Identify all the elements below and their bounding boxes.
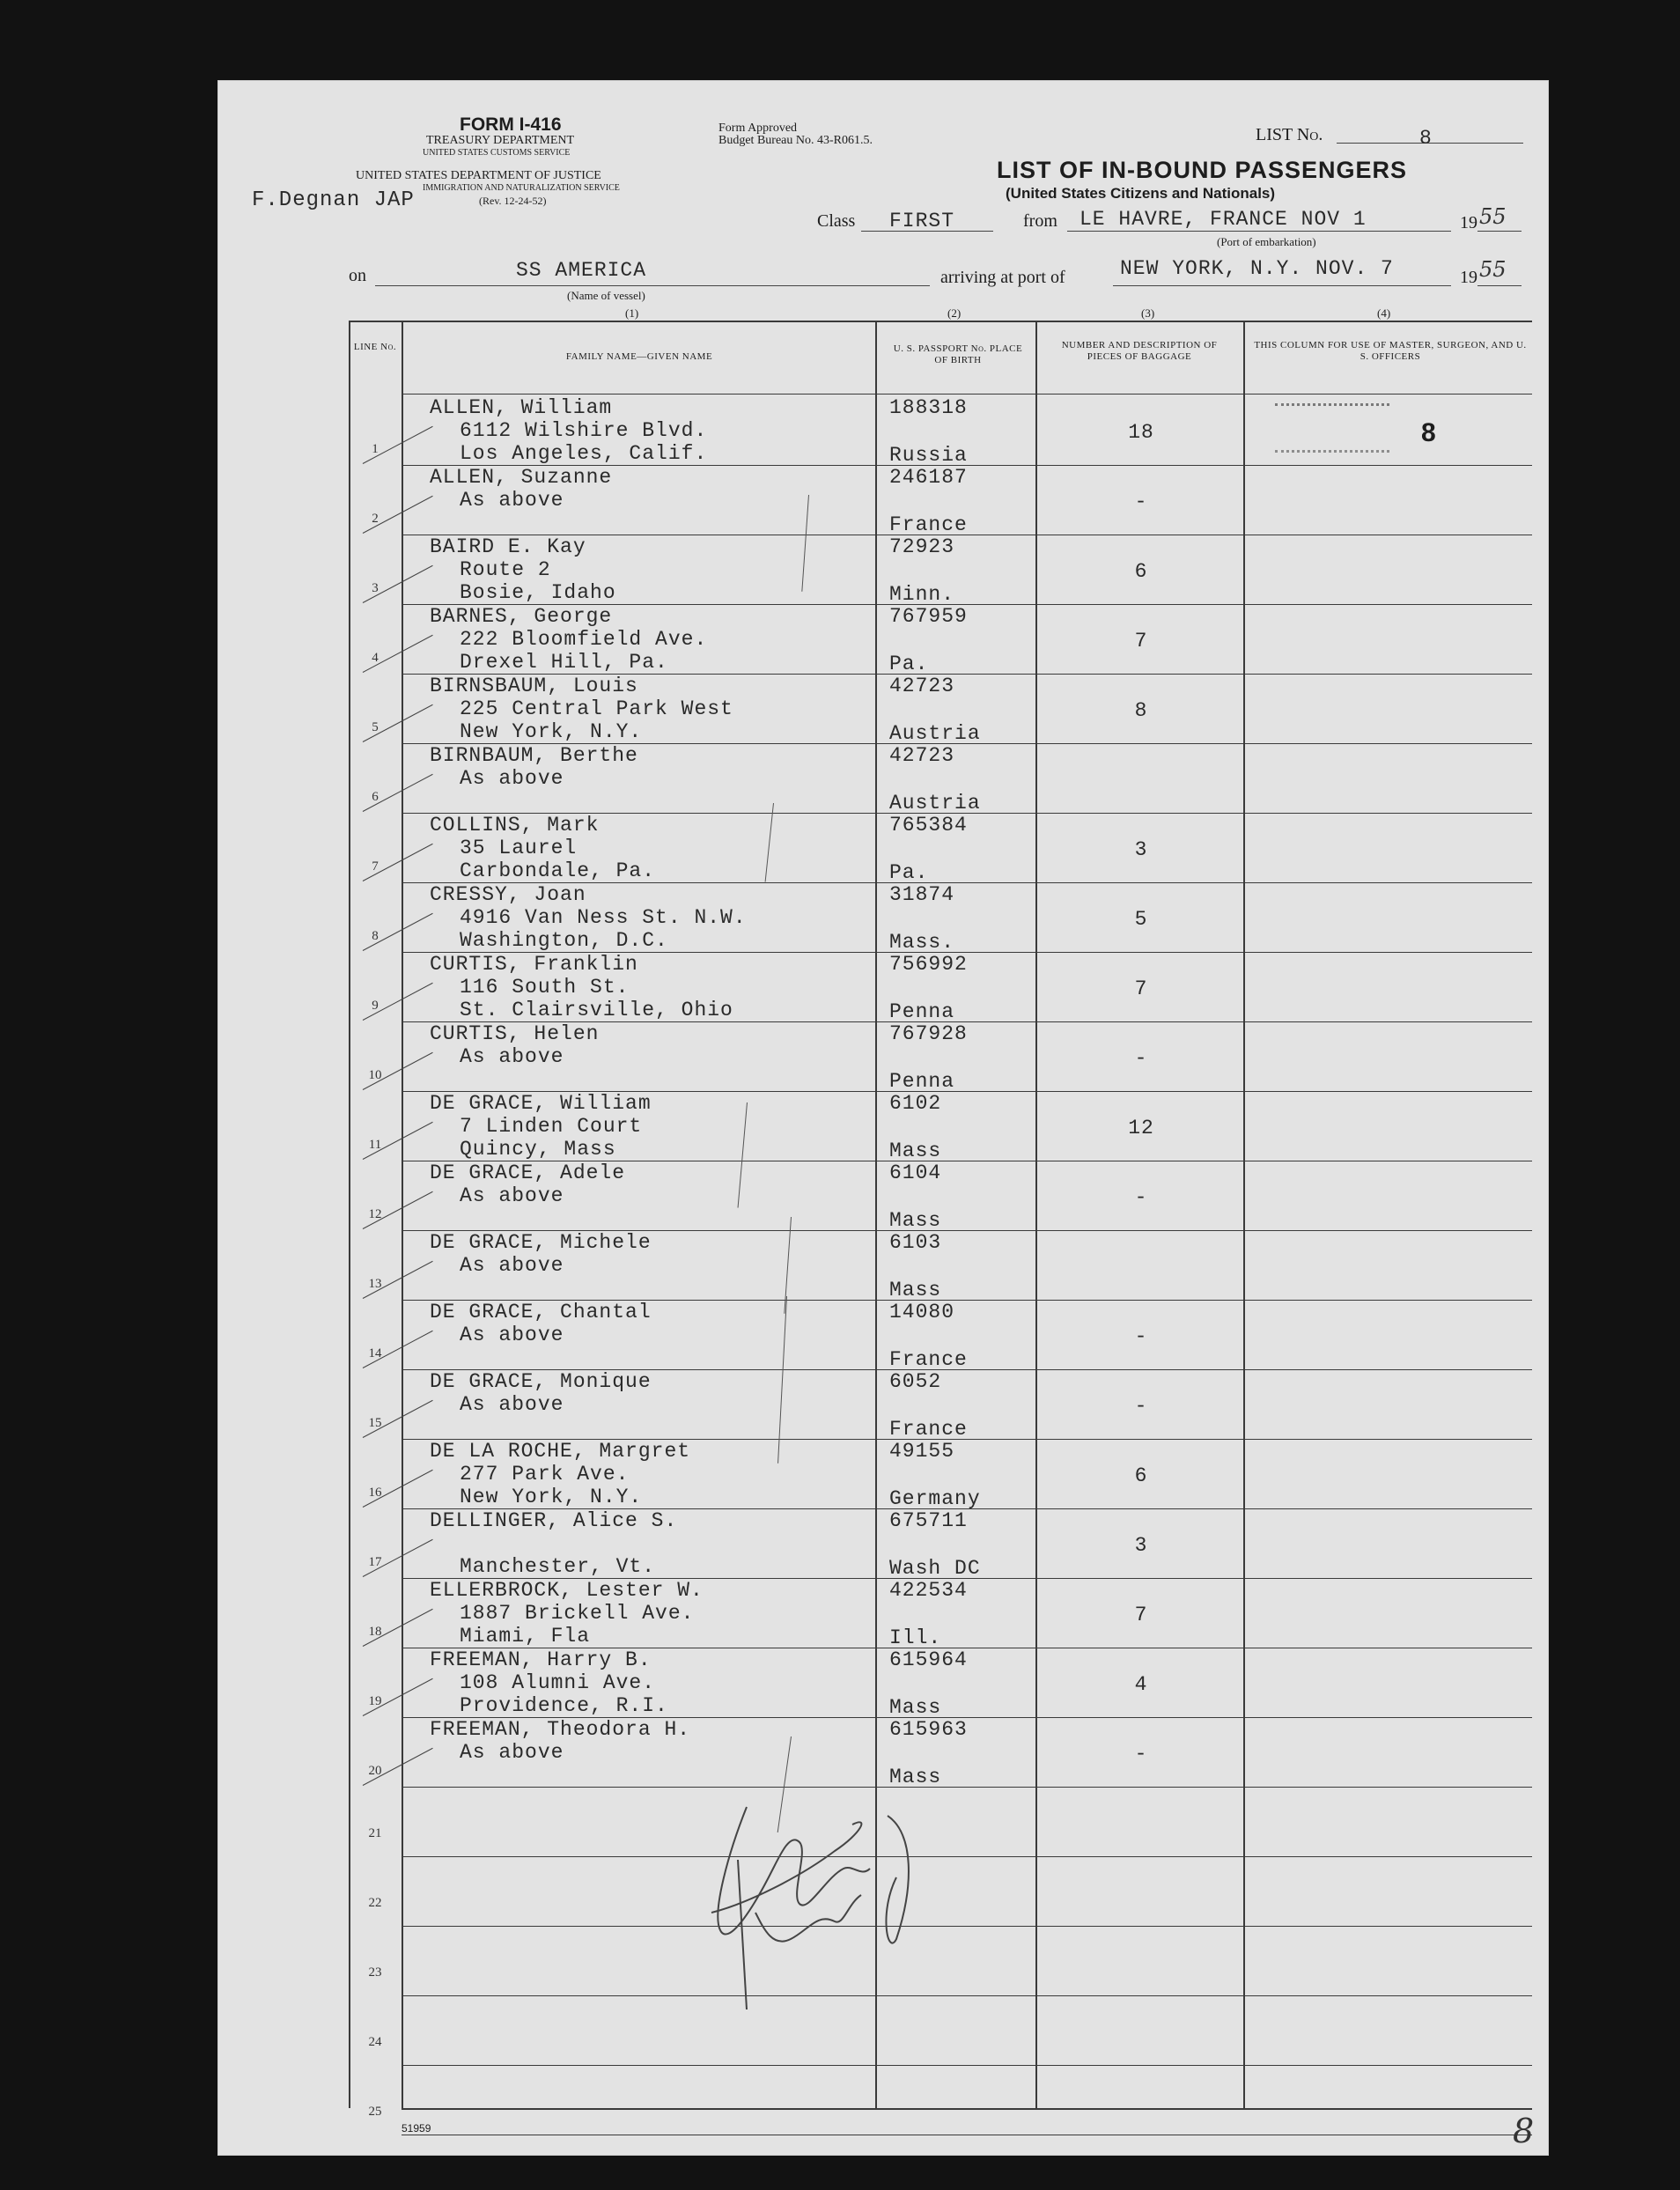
- baggage-count: 5: [1134, 908, 1148, 931]
- from-underline: [1067, 231, 1451, 232]
- address-line-1: 7 Linden Court: [460, 1115, 643, 1138]
- arrival-year-underline: [1477, 285, 1522, 286]
- passport-cell: [889, 953, 1030, 1022]
- table-row: [430, 466, 870, 535]
- table-row: [430, 605, 870, 675]
- baggage-cell: [1088, 675, 1194, 744]
- address-line-2: Miami, Fla: [460, 1625, 591, 1648]
- passport-cell: [889, 1440, 1030, 1509]
- col-num-4: (4): [1377, 306, 1391, 320]
- passport-number: 246187: [889, 466, 968, 489]
- address-line-1: 222 Bloomfield Ave.: [460, 628, 708, 651]
- passport-cell: [889, 1370, 1030, 1440]
- baggage-count: -: [1134, 1743, 1148, 1766]
- baggage-cell: [1088, 1092, 1194, 1161]
- passport-number: 615964: [889, 1648, 968, 1671]
- address-line-1: 4916 Van Ness St. N.W.: [460, 906, 747, 929]
- line-number: 13: [368, 1277, 382, 1291]
- baggage-count: 3: [1134, 838, 1148, 861]
- budget-bureau: Budget Bureau No. 43-R061.5.: [718, 134, 873, 147]
- passport-cell: [889, 1022, 1030, 1092]
- passport-cell: [889, 1509, 1030, 1579]
- baggage-count: 7: [1134, 630, 1148, 653]
- arriving-label: arriving at port of: [940, 268, 1065, 287]
- baggage-count: 12: [1128, 1117, 1154, 1139]
- col-num-3: (3): [1141, 306, 1155, 320]
- place-of-birth: Ill.: [889, 1626, 942, 1649]
- place-of-birth: Mass: [889, 1696, 942, 1719]
- address-line-1: As above: [460, 1324, 564, 1346]
- address-line-1: 108 Alumni Ave.: [460, 1671, 656, 1694]
- place-of-birth: Mass.: [889, 931, 955, 954]
- passport-cell: [889, 744, 1030, 814]
- address-line-1: As above: [460, 767, 564, 790]
- table-row: [430, 1579, 870, 1648]
- passport-cell: [889, 466, 1030, 535]
- baggage-count: 4: [1134, 1673, 1148, 1696]
- passenger-name: DE GRACE, Monique: [430, 1370, 652, 1393]
- address-line-1: As above: [460, 1393, 564, 1416]
- passenger-name: BIRNBAUM, Berthe: [430, 744, 638, 767]
- line-number: 2: [372, 512, 379, 526]
- arrival-year-prefix: 19: [1460, 268, 1477, 287]
- address-line-1: As above: [460, 1045, 564, 1068]
- officers-col-divider: [1243, 321, 1245, 2108]
- baggage-cell: [1088, 1718, 1194, 1788]
- table-top-border: [349, 321, 1532, 322]
- place-of-birth: Mass: [889, 1209, 942, 1232]
- passport-number: 42723: [889, 675, 955, 697]
- line-number: 16: [368, 1486, 382, 1500]
- line-number: 22: [368, 1896, 382, 1910]
- baggage-cell: [1088, 1509, 1194, 1579]
- passport-cell: [889, 1648, 1030, 1718]
- passport-cell: [889, 1231, 1030, 1301]
- line-number: 20: [368, 1764, 382, 1778]
- passport-number: 756992: [889, 953, 968, 976]
- address-line-1: As above: [460, 1184, 564, 1207]
- passenger-name: DELLINGER, Alice S.: [430, 1509, 678, 1532]
- passenger-name: ALLEN, William: [430, 396, 613, 419]
- passport-number: 6052: [889, 1370, 942, 1393]
- line-number: 3: [372, 581, 379, 595]
- line-number: 5: [372, 720, 379, 734]
- place-of-birth: France: [889, 1418, 968, 1441]
- address-line-1: As above: [460, 1254, 564, 1277]
- line-number: 19: [368, 1694, 382, 1708]
- depart-year-prefix: 19: [1460, 213, 1477, 232]
- line-number: 8: [372, 929, 379, 943]
- baggage-cell: [1088, 605, 1194, 675]
- footer-rule: [402, 2108, 1532, 2110]
- line-col-divider: [402, 321, 403, 2108]
- officer-note: 8: [1421, 418, 1436, 447]
- baggage-count: 8: [1134, 699, 1148, 722]
- arrival-value: NEW YORK, N.Y. NOV. 7: [1120, 257, 1394, 280]
- passenger-name: BIRNSBAUM, Louis: [430, 675, 638, 697]
- port-embarkation-caption: (Port of embarkation): [1217, 235, 1316, 248]
- table-row: [430, 675, 870, 744]
- passenger-name: COLLINS, Mark: [430, 814, 600, 837]
- passport-number: 767928: [889, 1022, 968, 1045]
- table-row: [430, 1022, 870, 1092]
- passenger-name: BARNES, George: [430, 605, 613, 628]
- place-of-birth: Austria: [889, 722, 981, 745]
- col-header-officers: THIS COLUMN FOR USE OF MASTER, SURGEON, AND U. S. OFFICERS: [1254, 340, 1527, 362]
- table-row: [430, 1370, 870, 1440]
- address-line-2: St. Clairsville, Ohio: [460, 999, 733, 1021]
- depart-year-underline: [1477, 231, 1522, 232]
- line-number: 12: [368, 1207, 382, 1221]
- address-line-2: Quincy, Mass: [460, 1138, 616, 1161]
- table-row: [430, 1231, 870, 1301]
- passenger-name: BAIRD E. Kay: [430, 535, 586, 558]
- address-line-2: Los Angeles, Calif.: [460, 442, 708, 465]
- baggage-cell: [1088, 535, 1194, 605]
- address-line-1: 116 South St.: [460, 976, 630, 999]
- line-number: 10: [368, 1068, 382, 1082]
- line-number: 21: [368, 1826, 382, 1840]
- place-of-birth: Russia: [889, 444, 968, 467]
- address-line-2: Bosie, Idaho: [460, 581, 616, 604]
- passport-cell: [889, 396, 1030, 466]
- passport-cell: [889, 883, 1030, 953]
- from-value: LE HAVRE, FRANCE NOV 1: [1079, 208, 1367, 231]
- baggage-count: -: [1134, 490, 1148, 513]
- passenger-name: DE GRACE, William: [430, 1092, 652, 1115]
- col-header-name: FAMILY NAME—GIVEN NAME: [565, 351, 713, 362]
- baggage-cell: [1088, 1579, 1194, 1648]
- baggage-col-divider: [1035, 321, 1037, 2108]
- address-line-1: As above: [460, 1741, 564, 1764]
- passport-number: 42723: [889, 744, 955, 767]
- table-row: [430, 1509, 870, 1579]
- line-number: 11: [368, 1138, 382, 1152]
- place-of-birth: Penna: [889, 1070, 955, 1093]
- address-line-2: Manchester, Vt.: [460, 1555, 656, 1578]
- form-approved: Form Approved: [718, 122, 798, 135]
- baggage-cell: [1088, 883, 1194, 953]
- baggage-cell: [1088, 1301, 1194, 1370]
- passenger-name: ELLERBROCK, Lester W.: [430, 1579, 704, 1602]
- line-number: 9: [372, 999, 379, 1013]
- table-row: [430, 814, 870, 883]
- baggage-cell: [1088, 1022, 1194, 1092]
- baggage-count: 6: [1134, 560, 1148, 583]
- col-num-1: (1): [625, 306, 639, 320]
- depart-year: 55: [1479, 204, 1507, 229]
- table-row: [430, 953, 870, 1022]
- passport-number: 6102: [889, 1092, 942, 1115]
- line-number: 17: [368, 1555, 382, 1569]
- baggage-count: -: [1134, 1325, 1148, 1348]
- table-row: [430, 1440, 870, 1509]
- line-number: 18: [368, 1625, 382, 1639]
- baggage-count: 18: [1128, 421, 1154, 444]
- passenger-name: CURTIS, Helen: [430, 1022, 600, 1045]
- arrival-underline: [1113, 285, 1451, 286]
- officer-initials: F.Degnan JAP: [252, 188, 415, 212]
- line-number: 23: [368, 1965, 382, 1980]
- address-line-2: New York, N.Y.: [460, 720, 643, 743]
- baggage-count: -: [1134, 1395, 1148, 1418]
- passport-number: 6104: [889, 1161, 942, 1184]
- form-number: FORM I-416: [460, 114, 562, 135]
- address-line-1: 277 Park Ave.: [460, 1463, 630, 1486]
- baggage-cell: [1088, 466, 1194, 535]
- line-number: 24: [368, 2035, 382, 2049]
- list-no-value: 8: [1419, 127, 1433, 150]
- on-label: on: [349, 266, 366, 285]
- baggage-cell: [1088, 814, 1194, 883]
- passport-number: 72923: [889, 535, 955, 558]
- table-row: [430, 1092, 870, 1161]
- line-number: 15: [368, 1416, 382, 1430]
- arrival-year: 55: [1479, 257, 1507, 282]
- passport-number: 765384: [889, 814, 968, 837]
- line-number: 1: [372, 442, 379, 456]
- passport-cell: [889, 1092, 1030, 1161]
- place-of-birth: Mass: [889, 1279, 942, 1301]
- line-number: 7: [372, 859, 379, 874]
- passport-number: 767959: [889, 605, 968, 628]
- col-header-passport: U. S. PASSPORT No. PLACE OF BIRTH: [893, 343, 1023, 365]
- passport-cell: [889, 1579, 1030, 1648]
- passport-cell: [889, 1718, 1030, 1788]
- form-code: 51959: [402, 2122, 431, 2135]
- officer-stamp-dots: [1275, 403, 1389, 453]
- baggage-cell: [1088, 744, 1194, 814]
- table-row: [430, 396, 870, 466]
- manifest-page: [218, 81, 1548, 2155]
- place-of-birth: Germany: [889, 1487, 981, 1510]
- address-line-2: Carbondale, Pa.: [460, 859, 656, 882]
- col-header-line-no: LINE No.: [353, 342, 397, 352]
- vessel-name: SS AMERICA: [516, 259, 647, 282]
- handwritten-signature: [694, 1781, 958, 2045]
- table-row: [430, 744, 870, 814]
- place-of-birth: Penna: [889, 1000, 955, 1023]
- class-value: FIRST: [889, 210, 955, 232]
- from-label: from: [1023, 211, 1057, 231]
- baggage-count: 7: [1134, 977, 1148, 1000]
- row-rule: [402, 1926, 1532, 1927]
- line-number: 6: [372, 790, 379, 804]
- passport-number: 49155: [889, 1440, 955, 1463]
- baggage-cell: [1088, 1370, 1194, 1440]
- passport-cell: [889, 1301, 1030, 1370]
- line-number: 4: [372, 651, 379, 665]
- place-of-birth: Pa.: [889, 653, 929, 675]
- list-title: LIST OF IN-BOUND PASSENGERS: [997, 157, 1408, 183]
- passenger-name: DE GRACE, Adele: [430, 1161, 626, 1184]
- passenger-name: FREEMAN, Theodora H.: [430, 1718, 691, 1741]
- passport-cell: [889, 1161, 1030, 1231]
- baggage-count: -: [1134, 1047, 1148, 1070]
- baggage-cell: [1088, 396, 1194, 466]
- vessel-underline: [375, 285, 930, 286]
- address-line-1: Route 2: [460, 558, 551, 581]
- col-num-2: (2): [947, 306, 962, 320]
- place-of-birth: Wash DC: [889, 1557, 981, 1580]
- baggage-count: 7: [1134, 1604, 1148, 1626]
- passport-number: 14080: [889, 1301, 955, 1324]
- baggage-cell: [1088, 1231, 1194, 1301]
- passport-cell: [889, 605, 1030, 675]
- baggage-cell: [1088, 1161, 1194, 1231]
- passenger-name: DE LA ROCHE, Margret: [430, 1440, 691, 1463]
- passport-cell: [889, 675, 1030, 744]
- vessel-caption: (Name of vessel): [567, 289, 645, 302]
- table-row: [430, 1301, 870, 1370]
- table-left-border: [349, 321, 350, 2108]
- baggage-count: 3: [1134, 1534, 1148, 1557]
- place-of-birth: France: [889, 1348, 968, 1371]
- address-line-1: As above: [460, 489, 564, 512]
- place-of-birth: Mass: [889, 1766, 942, 1788]
- table-row: [430, 1161, 870, 1231]
- address-line-1: 6112 Wilshire Blvd.: [460, 419, 708, 442]
- passport-cell: [889, 535, 1030, 605]
- baggage-cell: [1088, 1440, 1194, 1509]
- passport-number: 615963: [889, 1718, 968, 1741]
- passenger-name: CURTIS, Franklin: [430, 953, 638, 976]
- list-no-label: LIST No.: [1256, 125, 1323, 144]
- list-subtitle: (United States Citizens and Nationals): [1006, 185, 1276, 202]
- place-of-birth: Minn.: [889, 583, 955, 606]
- passenger-name: FREEMAN, Harry B.: [430, 1648, 652, 1671]
- row-rule: [402, 1995, 1532, 1996]
- table-row: [430, 1648, 870, 1718]
- passport-number: 675711: [889, 1509, 968, 1532]
- justice-label: UNITED STATES DEPARTMENT OF JUSTICE: [356, 169, 601, 182]
- baggage-count: 6: [1134, 1464, 1148, 1487]
- class-label: Class: [817, 211, 856, 231]
- passport-number: 422534: [889, 1579, 968, 1602]
- page-mark: 8: [1513, 2112, 1535, 2150]
- address-line-2: Providence, R.I.: [460, 1694, 668, 1717]
- line-number: 25: [368, 2105, 382, 2119]
- treasury-label: TREASURY DEPARTMENT: [426, 134, 575, 147]
- address-line-1: 225 Central Park West: [460, 697, 733, 720]
- place-of-birth: Austria: [889, 792, 981, 815]
- table-row: [430, 883, 870, 953]
- passenger-name: ALLEN, Suzanne: [430, 466, 613, 489]
- baggage-cell: [1088, 1648, 1194, 1718]
- table-row: [430, 1718, 870, 1788]
- address-line-2: Drexel Hill, Pa.: [460, 651, 668, 674]
- place-of-birth: France: [889, 513, 968, 536]
- place-of-birth: Mass: [889, 1139, 942, 1162]
- passenger-name: DE GRACE, Michele: [430, 1231, 652, 1254]
- row-rule: [402, 2065, 1532, 2066]
- place-of-birth: Pa.: [889, 861, 929, 884]
- address-line-1: 1887 Brickell Ave.: [460, 1602, 695, 1625]
- line-number: 14: [368, 1346, 382, 1360]
- address-line-1: 35 Laurel: [460, 837, 578, 859]
- baggage-count: -: [1134, 1186, 1148, 1209]
- customs-label: UNITED STATES CUSTOMS SERVICE: [423, 148, 571, 158]
- col-header-baggage: NUMBER AND DESCRIPTION OF PIECES OF BAGGAGE: [1061, 340, 1218, 362]
- passport-number: 6103: [889, 1231, 942, 1254]
- immigration-label: IMMIGRATION AND NATURALIZATION SERVICE: [423, 183, 620, 193]
- passport-cell: [889, 814, 1030, 883]
- row-rule: [402, 1856, 1532, 1857]
- passenger-name: DE GRACE, Chantal: [430, 1301, 652, 1324]
- baggage-cell: [1088, 953, 1194, 1022]
- passenger-name: CRESSY, Joan: [430, 883, 586, 906]
- passport-number: 188318: [889, 396, 968, 419]
- address-line-2: Washington, D.C.: [460, 929, 668, 952]
- revision-label: (Rev. 12-24-52): [479, 195, 547, 207]
- passport-number: 31874: [889, 883, 955, 906]
- address-line-2: New York, N.Y.: [460, 1486, 643, 1508]
